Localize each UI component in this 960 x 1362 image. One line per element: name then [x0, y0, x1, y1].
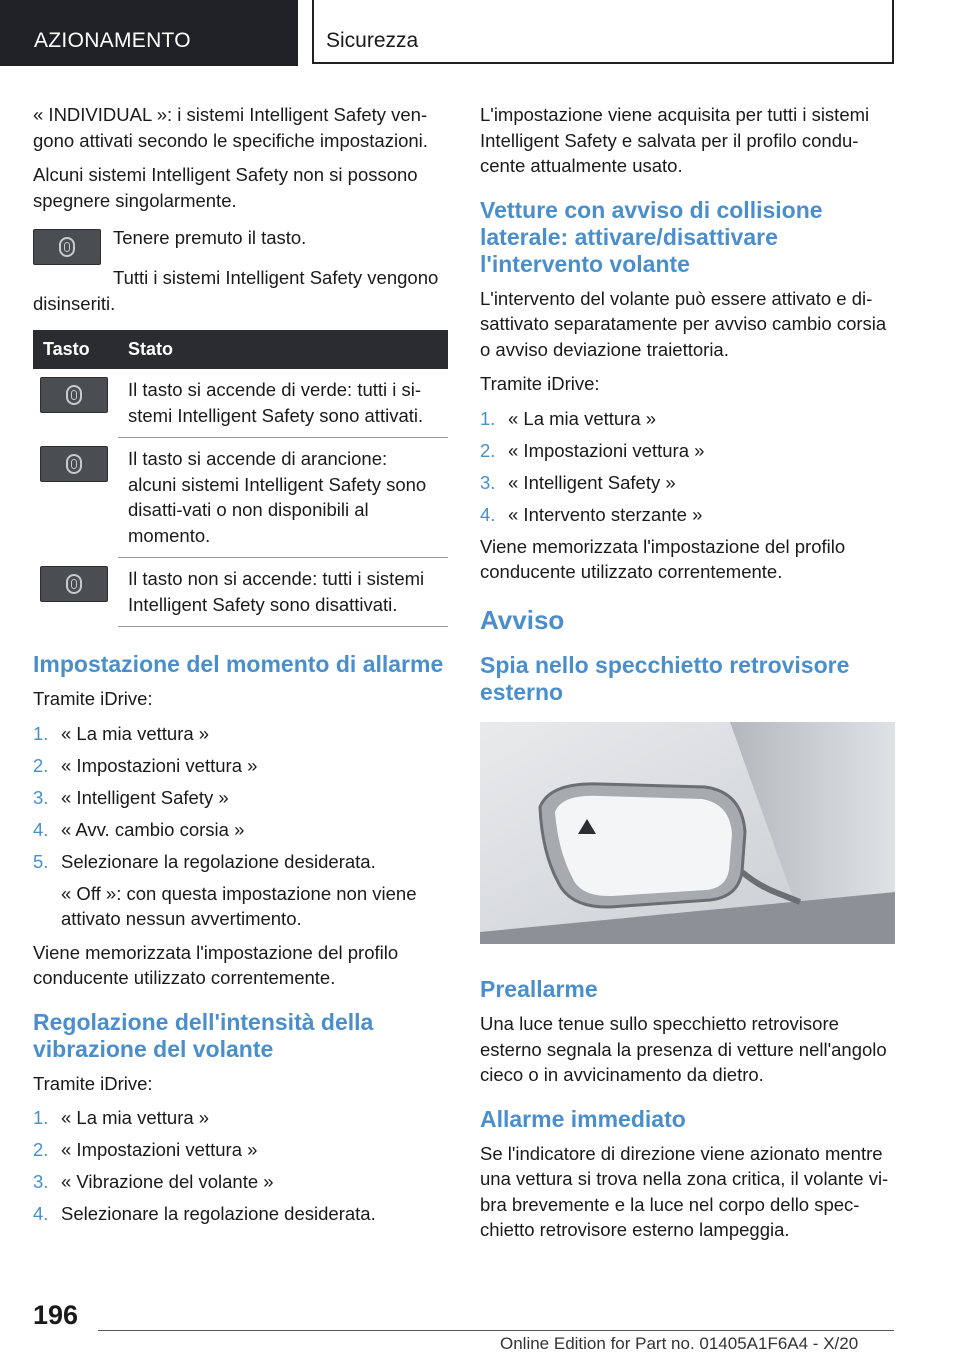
chapter-tab [312, 0, 894, 64]
table-row [33, 558, 448, 627]
alarm-steps-list [33, 721, 448, 875]
intelligent-safety-button-icon [40, 446, 108, 482]
paragraph: L'impostazione viene acquisita per tutti i sistemi Intelligent Safety e salvata per il profilo condu-cente attualmente usato. [480, 104, 870, 176]
paragraph: Una luce tenue sullo specchietto retrovisore esterno segnala la presenza di vetture nell'angolo cieco o in avvicinamento da dietro. [480, 1013, 887, 1085]
section-heading: Impostazione del momento di allarme [33, 651, 444, 677]
intelligent-safety-button-icon [33, 229, 101, 265]
paragraph: Viene memorizzata l'impostazione del profilo conducente utilizzato correntemente. [480, 535, 846, 582]
table-cell: Il tasto non si accende: tutti i sistemi Intelligent Safety sono disattivati. [118, 558, 448, 627]
section-title: AZIONAMENTO [34, 29, 191, 52]
section-tab [0, 0, 298, 66]
table-row [33, 369, 448, 438]
table-cell: Il tasto si accende di verde: tutti i si-stemi Intelligent Safety sono attivati. [118, 369, 448, 438]
instruction-text: Tenere premuto il tasto. [113, 227, 307, 248]
paragraph: Tramite iDrive: [480, 373, 600, 394]
edition-text: Online Edition for Part no. 01405A1F6A4 - X/20 [500, 1334, 859, 1353]
paragraph: Viene memorizzata l'impostazione del profilo conducente utilizzato correntemente. [33, 941, 399, 988]
section-heading: Spia nello specchietto retrovisore esterno [480, 651, 850, 705]
section-heading: Allarme immediato [480, 1105, 686, 1132]
table-header: Stato [118, 330, 448, 369]
list-item: 4. Selezionare la regolazione desiderata. [33, 1203, 376, 1224]
right-column [480, 102, 895, 1252]
list-item: 2. « Impostazioni vettura » [33, 1139, 258, 1160]
list-item: 2. « Impostazioni vettura » [480, 439, 705, 461]
status-table [33, 330, 448, 627]
paragraph: L'intervento del volante può essere attivato e di-sattivato separatamente per avviso cambio corsia o avviso deviazione traiettoria. [480, 287, 887, 360]
list-item: 3. « Intelligent Safety » [480, 471, 676, 493]
list-item: 1. « La mia vettura » [33, 722, 210, 744]
page-number: 196 [33, 1300, 79, 1330]
vibration-steps-list [33, 1105, 448, 1227]
list-item: 4. « Intervento sterzante » [480, 503, 703, 525]
table-cell: Il tasto si accende di arancione: alcuni sistemi Intelligent Safety sono disatti-vati o non disponibili al momento. [118, 438, 448, 558]
list-item: 3. « Intelligent Safety » [33, 786, 229, 808]
section-heading: Preallarme [480, 976, 598, 1002]
table-header: Tasto [33, 330, 118, 369]
list-item: 4. « Avv. cambio corsia » [33, 818, 245, 840]
section-heading: Regolazione dell'intensità della vibrazione del volante [33, 1008, 374, 1062]
table-row [33, 438, 448, 558]
paragraph: « INDIVIDUAL »: i sistemi Intelligent Safety ven-gono attivati secondo le specifiche impostazioni. [33, 104, 428, 151]
intelligent-safety-button-icon [40, 377, 108, 413]
list-item: 1. « La mia vettura » [33, 1107, 210, 1128]
chapter-title: Sicurezza [326, 29, 419, 52]
footer-divider [98, 1330, 894, 1331]
list-item: 5. Selezionare la regolazione desiderata. [33, 850, 376, 872]
side-steps-list [480, 406, 895, 528]
paragraph: Alcuni sistemi Intelligent Safety non si possono spegnere singolarmente. [33, 164, 418, 211]
mirror-illustration [480, 722, 895, 944]
paragraph: Tramite iDrive: [33, 1072, 153, 1094]
page-header [0, 0, 960, 66]
list-item: 3. « Vibrazione del volante » [33, 1171, 274, 1192]
paragraph: Se l'indicatore di direzione viene azionato mentre una vettura si trova nella zona critica, il volante vi-bra brevemente e la luce nel corpo dello spec-chietto retrovisore esterno lampeggia. [480, 1142, 889, 1240]
instruction-text: Tutti i sistemi Intelligent Safety vengono disinseriti. [33, 267, 439, 314]
list-item: 2. « Impostazioni vettura » [33, 754, 258, 776]
list-item: 1. « La mia vettura » [480, 407, 657, 429]
left-column [33, 102, 448, 1233]
paragraph: Tramite iDrive: [33, 688, 153, 709]
button-instruction [33, 225, 448, 265]
section-heading: Vetture con avviso di collisione laterale: attivare/disattivare l'intervento volante [480, 196, 823, 277]
note: « Off »: con questa impostazione non viene attivato nessun avvertimento. [61, 882, 417, 929]
intelligent-safety-button-icon [40, 566, 108, 602]
section-heading: Avviso [480, 604, 565, 635]
